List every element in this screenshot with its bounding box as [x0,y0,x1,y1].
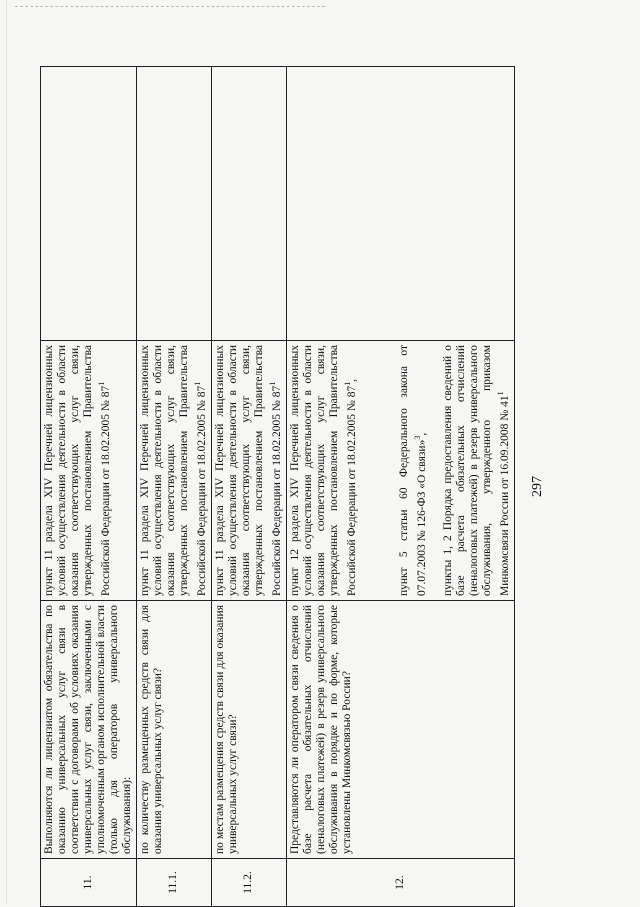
row-number: 11. [41,859,137,907]
rotated-landscape-sheet [30,60,590,907]
row-number: 12. [286,859,514,907]
question-cell: Выполняются ли лицензиатом обязательства по оказанию универсальных услуг связи в соответствии с договорами об условиях оказания универсальных услуг связи, заключенными с уполномоченным органом исполнительной власти (только для операторов универсального обслуживания): [41,601,137,859]
legal-basis-cell: пункт 11 раздела XIV Перечней лицензионных условий осуществления деятельности в области оказания соответствующих услуг связи, утвержденных постановлением Правительства Российской Федерации от 18.02.2005 № $87^1$ [137,341,212,601]
table-row [137,67,212,907]
empty-cell [137,67,212,341]
question-cell: по количеству размещенных средств связи для оказания универсальных услуг связи? [137,601,212,859]
legal-basis-cell: пункт 11 раздела XIV Перечней лицензионных условий осуществления деятельности в области оказания соответствующих услуг связи, утвержденных постановлением Правительства Российской Федерации от 18.02.2005 № $87^1$ [41,341,137,601]
empty-cell [286,67,514,341]
empty-cell [211,67,286,341]
row-number: 11.1. [137,859,212,907]
table-row [286,67,514,907]
empty-cell [41,67,137,341]
scan-edge [6,0,7,905]
table-row [211,67,286,907]
table-row [41,67,137,907]
question-cell: Представляются ли оператором связи сведения о базе расчета обязательных отчислений (неналоговых платежей) в резерв универсального обслуживания в порядке и по форме, которые установлены Минкомсвязью России? [286,601,514,859]
row-number: 11.2. [211,859,286,907]
document-page [30,60,590,907]
page-number: 297 [530,476,545,497]
legal-basis-cell: пункт 12 раздела XIV Перечней лицензионных условий осуществления деятельности в области оказания соответствующих услуг связи, утвержденных постановлением Правительства Российской Федерации от 18.02.2005 № $87^1$, пункт 5 статьи 60 Федерального закона от 07.07.2003 № 126-ФЗ «О связи»$^3$, пункты 1, 2 Порядка предоставления сведений о базе расчета обязательных отчислений (неналоговых платежей) в резерв универсального обслуживания, утвержденного приказом Минкомсвязи России от 16.09.2008 № $41^1$ [286,341,514,601]
legal-basis-cell: пункт 11 раздела XIV Перечней лицензионных условий осуществления деятельности в области оказания соответствующих услуг связи, утвержденных постановлением Правительства Российской Федерации от 18.02.2005 № $87^1$ [211,341,286,601]
question-cell: по местам размещения средств связи для оказания универсальных услуг связи? [211,601,286,859]
scan-artifact-line [15,6,325,7]
checklist-table [40,66,515,907]
